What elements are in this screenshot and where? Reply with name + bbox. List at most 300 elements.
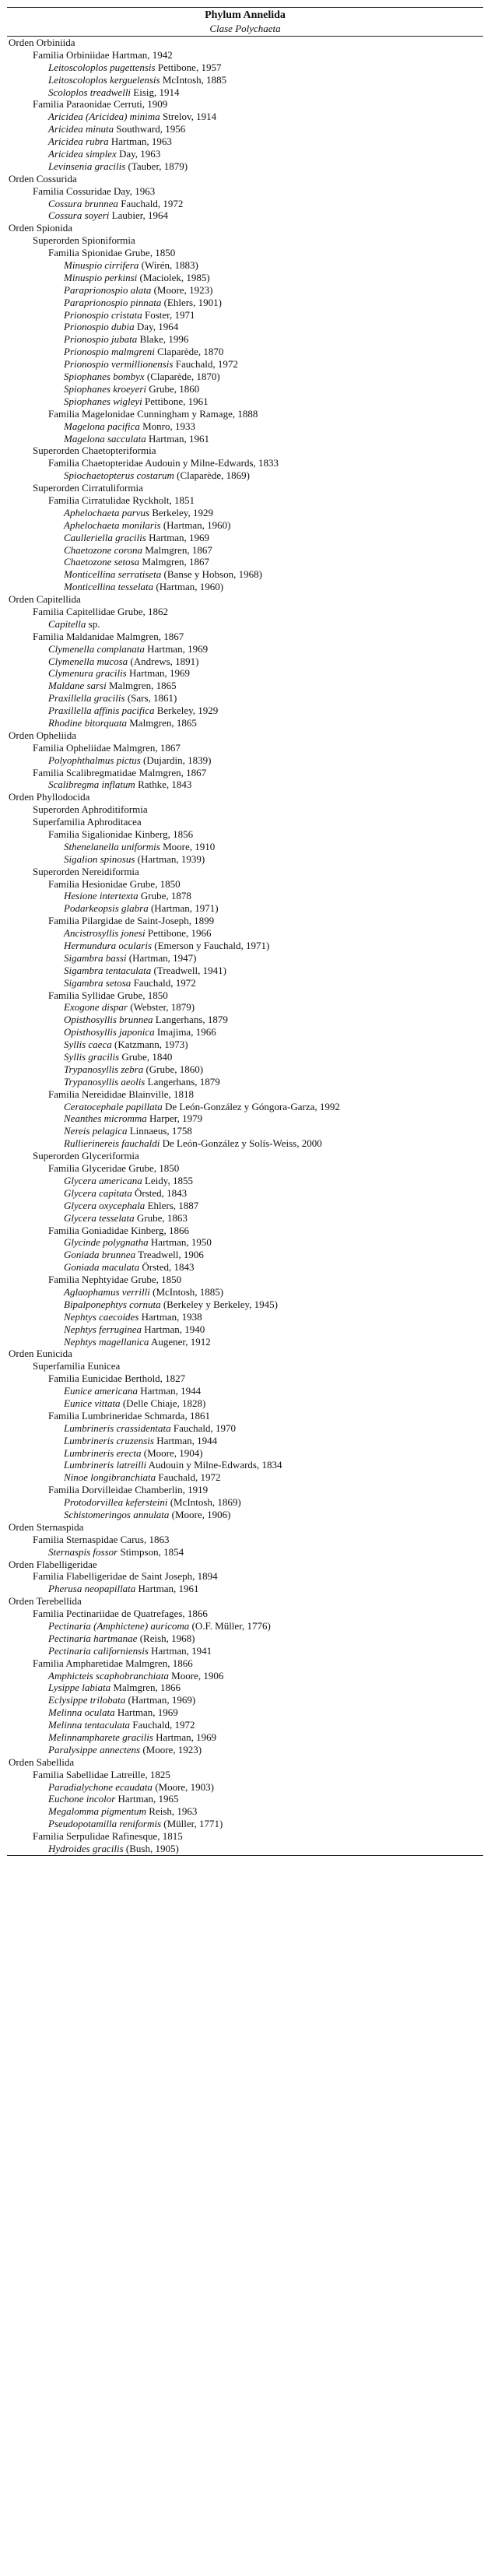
taxon-authority: Eisig, 1914 [133, 86, 180, 98]
taxon-authority: Fauchald, 1972 [175, 358, 238, 371]
family-row [7, 494, 483, 507]
species-name: Exogone dispar [64, 1001, 128, 1014]
species-name: Aricidea (Aricidea) minima [48, 111, 160, 123]
taxon-name: Familia Maldanidae Malmgren, 1867 [33, 630, 184, 642]
order-row [7, 173, 483, 185]
taxon-authority: sp. [88, 617, 100, 630]
species-row [7, 1843, 483, 1855]
species-row [7, 1744, 483, 1756]
taxon-authority: (Bush, 1905) [125, 1843, 179, 1855]
species-row [7, 655, 483, 668]
species-name: Eunice americana [64, 1385, 138, 1397]
species-name: Paraprionospio pinnata [64, 296, 162, 308]
taxon-authority: Hartman, 1969 [129, 667, 190, 680]
species-name: Podarkeopsis glabra [64, 902, 149, 915]
taxon-name: Orden Opheliida [9, 729, 77, 741]
family-row [7, 878, 483, 891]
taxon-name: Familia Capitellidae Grube, 1862 [33, 605, 169, 617]
species-row [7, 358, 483, 371]
species-name: Sternaspis fossor [48, 1545, 118, 1558]
species-name: Amphicteis scaphobranchiata [48, 1669, 169, 1682]
taxon-authority: (Tauber, 1879) [128, 160, 188, 172]
taxon-name: Familia Sternaspidae Carus, 1863 [33, 1533, 170, 1545]
class-subtitle: Clase Polychaeta [209, 23, 281, 34]
taxon-authority: Augener, 1912 [150, 1335, 211, 1348]
species-name: Nereis pelagica [64, 1125, 128, 1137]
species-row [7, 62, 483, 74]
taxon-authority: Rathke, 1843 [138, 778, 192, 791]
taxon-name: Familia Ampharetidae Malmgren, 1866 [33, 1657, 193, 1669]
species-row [7, 86, 483, 99]
group-row [7, 803, 483, 816]
bottom-rule [7, 1855, 483, 1856]
taxon-authority: (Moore, 1903) [155, 1780, 215, 1793]
taxon-name: Superorden Aphroditiformia [33, 803, 148, 816]
taxon-authority: Berkeley, 1929 [152, 506, 213, 518]
species-name: Opisthosyllis brunnea [64, 1014, 153, 1026]
taxon-authority: Malmgren, 1867 [142, 556, 210, 568]
species-name: Melinna tentaculata [48, 1719, 131, 1731]
species-name: Magelona sacculata [64, 432, 146, 445]
taxon-authority: Moore, 1910 [163, 840, 216, 852]
taxon-authority: (Hartman, 1969) [128, 1694, 196, 1706]
taxon-name: Orden Cossurida [9, 172, 77, 185]
taxon-name: Orden Orbiniida [9, 37, 75, 48]
species-name: Glycera oxycephala [64, 1199, 146, 1211]
taxon-name: Familia Sabellidae Latreille, 1825 [33, 1768, 170, 1780]
family-row [7, 1410, 483, 1422]
taxon-name: Familia Pilargidae de Saint-Joseph, 1899 [48, 915, 215, 927]
taxon-authority: (O.F. Müller, 1776) [191, 1620, 271, 1632]
species-row [7, 1805, 483, 1818]
taxon-authority: Örsted, 1843 [134, 1186, 188, 1199]
taxon-name: Superfamilia Aphroditacea [33, 816, 142, 828]
species-row [7, 284, 483, 297]
group-row [7, 866, 483, 878]
taxon-authority: Fauchald, 1972 [158, 1471, 221, 1484]
species-row [7, 1249, 483, 1261]
species-name: Paradialychone ecaudata [48, 1780, 153, 1793]
family-row [7, 247, 483, 259]
species-row [7, 1818, 483, 1830]
species-row [7, 420, 483, 433]
species-name: Prionospio malmgreni [64, 346, 155, 358]
species-row [7, 1670, 483, 1682]
species-name: Glycera capitata [64, 1186, 132, 1199]
species-name: Protodorvillea kefersteini [64, 1496, 168, 1509]
species-name: Melinna oculata [48, 1706, 115, 1719]
group-row [7, 1657, 483, 1670]
species-name: Trypanosyllis zebra [64, 1063, 144, 1075]
species-row [7, 1459, 483, 1471]
species-name: Maldane sarsi [48, 680, 107, 692]
taxon-authority: McIntosh, 1885 [162, 73, 227, 86]
family-row [7, 989, 483, 1002]
species-name: Pectinaria hartmanae [48, 1632, 138, 1644]
taxon-authority: Hartman, 1961 [149, 432, 210, 445]
taxon-authority: (Emerson y Fauchald, 1971) [154, 940, 270, 952]
taxon-name: Superorden Glyceriformia [33, 1150, 139, 1162]
species-row [7, 754, 483, 767]
taxon-name: Orden Capitellida [9, 593, 81, 606]
species-row [7, 1038, 483, 1051]
species-row [7, 1137, 483, 1150]
species-row [7, 705, 483, 717]
taxon-name: Familia Cirratulidae Ryckholt, 1851 [48, 494, 195, 506]
taxon-authority: (Treadwell, 1941) [153, 964, 226, 976]
taxon-name: Familia Chaetopteridae Audouin y Milne-Edwards, 1833 [48, 457, 279, 469]
species-row [7, 1645, 483, 1657]
order-row [7, 729, 483, 742]
species-name: Aricidea minuta [48, 123, 114, 135]
species-name: Spiophanes bombyx [64, 371, 145, 383]
group-row [7, 185, 483, 198]
species-name: Nephtys caecoides [64, 1310, 139, 1323]
species-name: Prionospio cristata [64, 308, 142, 321]
taxon-authority: (McIntosh, 1885) [153, 1285, 224, 1298]
taxon-name: Familia Scalibregmatidae Malmgren, 1867 [33, 766, 207, 778]
order-row [7, 222, 483, 234]
species-name: Lysippe labiata [48, 1682, 111, 1694]
species-name: Hermundura ocularis [64, 940, 153, 952]
species-name: Sigambra tentaculata [64, 964, 152, 976]
species-name: Schistomeringos annulata [64, 1508, 170, 1520]
species-row [7, 568, 483, 581]
species-row [7, 1175, 483, 1187]
taxon-name: Familia Serpulidae Rafinesque, 1815 [33, 1830, 183, 1843]
species-row [7, 581, 483, 593]
species-row [7, 1447, 483, 1460]
taxon-authority: Monro, 1933 [142, 420, 195, 432]
species-row [7, 618, 483, 631]
species-row [7, 1793, 483, 1805]
species-name: Cossura soyeri [48, 209, 110, 222]
species-name: Clymenella complanata [48, 642, 145, 655]
taxon-name: Familia Paraonidae Cerruti, 1909 [33, 98, 168, 111]
taxon-authority: (Hartman, 1947) [128, 951, 197, 964]
order-row [7, 1521, 483, 1534]
species-row [7, 890, 483, 902]
species-name: Glycera americana [64, 1174, 142, 1186]
species-name: Spiophanes wigleyi [64, 395, 142, 407]
family-row [7, 828, 483, 841]
species-row [7, 1731, 483, 1744]
species-row [7, 977, 483, 989]
species-name: Caulleriella gracilis [64, 531, 146, 543]
group-row [7, 98, 483, 111]
species-name: Goniada maculata [64, 1261, 140, 1274]
taxon-authority: De León-González y Góngora-Garza, 1992 [164, 1100, 340, 1112]
taxon-authority: Pettibone, 1961 [145, 395, 209, 407]
species-row [7, 1496, 483, 1509]
taxon-authority: Hartman, 1963 [110, 135, 172, 148]
species-name: Aricidea simplex [48, 148, 117, 160]
family-row [7, 1484, 483, 1496]
species-row [7, 841, 483, 853]
species-row [7, 556, 483, 568]
species-row [7, 1076, 483, 1088]
taxon-authority: Pettibone, 1966 [147, 927, 212, 940]
group-row [7, 606, 483, 618]
phylum-title: Phylum Annelida [205, 9, 286, 21]
taxon-authority: Reish, 1963 [149, 1805, 198, 1818]
taxon-name: Familia Magelonidae Cunningham y Ramage, 1888 [48, 407, 258, 420]
species-row [7, 1682, 483, 1694]
taxon-authority: (Sars, 1861) [127, 692, 177, 705]
group-row [7, 49, 483, 62]
taxon-name: Familia Hesionidae Grube, 1850 [48, 877, 181, 890]
species-row [7, 209, 483, 222]
species-row [7, 1509, 483, 1521]
taxon-authority: Hartman, 1969 [149, 531, 210, 543]
family-row [7, 1372, 483, 1385]
taxon-name: Familia Cossuridae Day, 1963 [33, 185, 156, 197]
species-name: Prionospio dubia [64, 321, 135, 333]
species-name: Clymenella mucosa [48, 655, 128, 667]
taxon-name: Familia Glyceridae Grube, 1850 [48, 1162, 180, 1175]
order-row [7, 1559, 483, 1571]
species-row [7, 1286, 483, 1299]
species-name: Trypanosyllis aeolis [64, 1075, 146, 1088]
taxon-name: Familia Nereididae Blainville, 1818 [48, 1088, 195, 1100]
taxon-authority: Leidy, 1855 [144, 1174, 193, 1186]
taxon-authority: (Delle Chiaje, 1828) [122, 1397, 206, 1409]
taxon-authority: Langerhans, 1879 [155, 1014, 228, 1026]
taxon-authority: Grube, 1860 [149, 382, 200, 395]
species-name: Rhodine bitorquata [48, 716, 127, 729]
species-row [7, 1063, 483, 1076]
species-row [7, 1694, 483, 1706]
taxon-authority: Pettibone, 1957 [157, 61, 222, 73]
taxon-authority: Day, 1964 [136, 321, 179, 333]
species-row [7, 371, 483, 383]
species-row [7, 321, 483, 333]
taxon-authority: Hartman, 1950 [150, 1236, 212, 1249]
species-name: Bipalponephtys cornuta [64, 1298, 161, 1310]
species-name: Leitoscoloplos pugettensis [48, 61, 156, 73]
taxon-authority: (Hartman, 1939) [137, 852, 205, 865]
species-row [7, 1620, 483, 1632]
species-name: Glycera tesselata [64, 1211, 135, 1224]
species-row [7, 198, 483, 210]
species-name: Goniada brunnea [64, 1249, 136, 1261]
taxon-authority: Imajima, 1966 [156, 1026, 216, 1038]
taxon-name: Familia Orbiniidae Hartman, 1942 [33, 48, 173, 61]
taxon-authority: Audouin y Milne-Edwards, 1834 [148, 1459, 282, 1471]
species-name: Opisthosyllis japonica [64, 1026, 155, 1038]
species-row [7, 148, 483, 160]
species-row [7, 259, 483, 272]
taxon-authority: Treadwell, 1906 [138, 1249, 204, 1261]
species-name: Hydroides gracilis [48, 1843, 124, 1855]
species-row [7, 309, 483, 322]
family-row [7, 1225, 483, 1237]
species-name: Aglaophamus verrilli [64, 1285, 150, 1298]
species-name: Pherusa neopapillata [48, 1583, 136, 1595]
taxon-authority: Hartman, 1944 [140, 1385, 202, 1397]
taxon-authority: (Dujardin, 1839) [143, 754, 212, 766]
species-row [7, 1583, 483, 1595]
species-name: Aphelochaeta monilaris [64, 518, 161, 531]
family-row [7, 408, 483, 420]
taxon-authority: Hartman, 1940 [144, 1323, 205, 1335]
taxon-name: Familia Syllidae Grube, 1850 [48, 989, 168, 1001]
taxon-authority: Malmgren, 1866 [113, 1682, 181, 1694]
taxon-authority: (Webster, 1879) [130, 1001, 195, 1014]
taxon-authority: Malmgren, 1865 [129, 716, 197, 729]
species-row [7, 1051, 483, 1063]
species-name: Glycinde polygnatha [64, 1236, 149, 1249]
taxon-authority: (McIntosh, 1869) [170, 1496, 241, 1509]
species-name: Eunice vittata [64, 1397, 121, 1409]
taxa-list [7, 37, 483, 1855]
taxon-authority: Claparède, 1870 [157, 346, 224, 358]
species-name: Praxillella affinis pacifica [48, 705, 155, 717]
species-name: Levinsenia gracilis [48, 160, 126, 172]
taxon-name: Orden Eunicida [9, 1348, 72, 1360]
order-row [7, 1348, 483, 1360]
species-row [7, 902, 483, 915]
species-name: Prionospio jubata [64, 333, 138, 346]
species-row [7, 940, 483, 952]
taxon-name: Superorden Nereidiformia [33, 865, 139, 877]
taxon-name: Superorden Spioniformia [33, 234, 135, 247]
taxon-authority: Hartman, 1944 [156, 1434, 218, 1446]
species-row [7, 1632, 483, 1645]
taxon-authority: (Ehlers, 1901) [163, 296, 222, 308]
taxon-authority: Hartman, 1941 [151, 1644, 212, 1657]
taxon-name: Orden Flabelligeridae [9, 1558, 97, 1570]
species-row [7, 433, 483, 445]
group-row [7, 1830, 483, 1843]
taxon-name: Familia Opheliidae Malmgren, 1867 [33, 741, 181, 754]
species-row [7, 952, 483, 965]
species-name: Chaetozone corona [64, 543, 142, 556]
species-name: Nephtys magellanica [64, 1335, 149, 1348]
species-row [7, 395, 483, 408]
taxon-name: Familia Eunicidae Berthold, 1827 [48, 1372, 186, 1385]
group-row [7, 767, 483, 779]
taxon-authority: (Maciolek, 1985) [139, 271, 210, 283]
species-row [7, 544, 483, 557]
taxon-authority: (Moore, 1904) [143, 1446, 203, 1459]
species-name: Aricidea rubra [48, 135, 109, 148]
group-row [7, 482, 483, 494]
species-row [7, 74, 483, 86]
taxon-name: Familia Flabelligeridae de Saint Joseph, 1894 [33, 1570, 218, 1583]
taxon-authority: De León-González y Solís-Weiss, 2000 [162, 1137, 322, 1150]
group-row [7, 816, 483, 828]
species-name: Chaetozone setosa [64, 556, 140, 568]
species-row [7, 1706, 483, 1719]
taxon-authority: Foster, 1971 [145, 308, 195, 321]
taxon-name: Superfamilia Eunicea [33, 1360, 121, 1372]
species-name: Monticellina serratiseta [64, 568, 162, 581]
species-row [7, 1422, 483, 1435]
taxon-authority: Southward, 1956 [116, 123, 186, 135]
taxon-authority: (Katzmann, 1973) [114, 1038, 188, 1051]
taxon-authority: Langerhans, 1879 [147, 1075, 220, 1088]
family-row [7, 915, 483, 927]
species-name: Rullierinereis fauchaldi [64, 1137, 160, 1150]
taxon-authority: (Moore, 1923) [142, 1743, 202, 1755]
taxon-authority: Fauchald, 1972 [133, 976, 196, 989]
taxon-authority: (Andrews, 1891) [130, 655, 199, 667]
species-name: Capitella [48, 617, 86, 630]
species-name: Melinnampharete gracilis [48, 1731, 153, 1744]
taxon-authority: Harper, 1979 [149, 1112, 203, 1125]
species-name: Nephtys ferruginea [64, 1323, 142, 1335]
taxon-name: Superorden Chaetopteriformia [33, 445, 156, 457]
taxon-name: Familia Spionidae Grube, 1850 [48, 247, 176, 259]
species-row [7, 1001, 483, 1014]
species-row [7, 1112, 483, 1125]
taxon-authority: Hartman, 1965 [117, 1793, 179, 1805]
species-row [7, 383, 483, 395]
taxon-authority: Hartman, 1961 [138, 1583, 199, 1595]
species-row [7, 1781, 483, 1794]
species-name: Pectinaria californiensis [48, 1644, 149, 1657]
species-row [7, 111, 483, 123]
species-name: Spiophanes kroeyeri [64, 382, 147, 395]
species-name: Aphelochaeta parvus [64, 506, 150, 518]
species-name: Prionospio vermillionensis [64, 358, 174, 371]
species-row [7, 1014, 483, 1026]
taxon-authority: Linnaeus, 1758 [129, 1125, 192, 1137]
species-row [7, 927, 483, 940]
taxon-authority: (Claparède, 1869) [177, 469, 251, 482]
species-row [7, 1101, 483, 1113]
taxon-authority: Fauchald, 1972 [121, 197, 184, 209]
taxon-authority: (Reish, 1968) [139, 1632, 195, 1644]
taxon-name: Orden Terebellida [9, 1595, 82, 1608]
species-name: Megalomma pigmentum [48, 1805, 147, 1818]
taxon-authority: (Hartman, 1971) [150, 902, 219, 915]
group-row [7, 742, 483, 754]
taxon-name: Orden Phyllodocida [9, 791, 90, 803]
species-name: Syllis gracilis [64, 1051, 120, 1063]
species-name: Spiochaetopterus costarum [64, 469, 174, 482]
taxon-name: Superorden Cirratuliformia [33, 482, 143, 494]
species-name: Scoloplos treadwelli [48, 86, 132, 98]
taxon-authority: Fauchald, 1970 [173, 1422, 236, 1434]
group-row [7, 1570, 483, 1583]
group-row [7, 1360, 483, 1372]
species-row [7, 1200, 483, 1212]
taxon-authority: Day, 1963 [118, 148, 161, 160]
taxon-authority: (Müller, 1771) [163, 1818, 223, 1830]
species-row [7, 123, 483, 135]
taxon-authority: (Hartman, 1960) [156, 581, 224, 593]
order-row [7, 1595, 483, 1608]
taxon-authority: Grube, 1863 [136, 1211, 188, 1224]
species-name: Lumbrineris latreilli [64, 1459, 147, 1471]
taxon-name: Familia Pectinariidae de Quatrefages, 1866 [33, 1608, 208, 1620]
taxon-authority: (Berkeley y Berkeley, 1945) [163, 1298, 278, 1310]
species-row [7, 1261, 483, 1274]
species-name: Lumbrineris cruzensis [64, 1434, 154, 1446]
taxon-authority: (Claparède, 1870) [146, 371, 220, 383]
taxon-name: Orden Sabellida [9, 1755, 75, 1768]
group-row [7, 1769, 483, 1781]
group-row [7, 631, 483, 643]
species-name: Neanthes micromma [64, 1112, 147, 1125]
species-row [7, 346, 483, 358]
species-row [7, 1471, 483, 1484]
taxon-authority: Fauchald, 1972 [132, 1719, 195, 1731]
species-row [7, 1336, 483, 1348]
species-name: Paralysippe annectens [48, 1743, 141, 1755]
